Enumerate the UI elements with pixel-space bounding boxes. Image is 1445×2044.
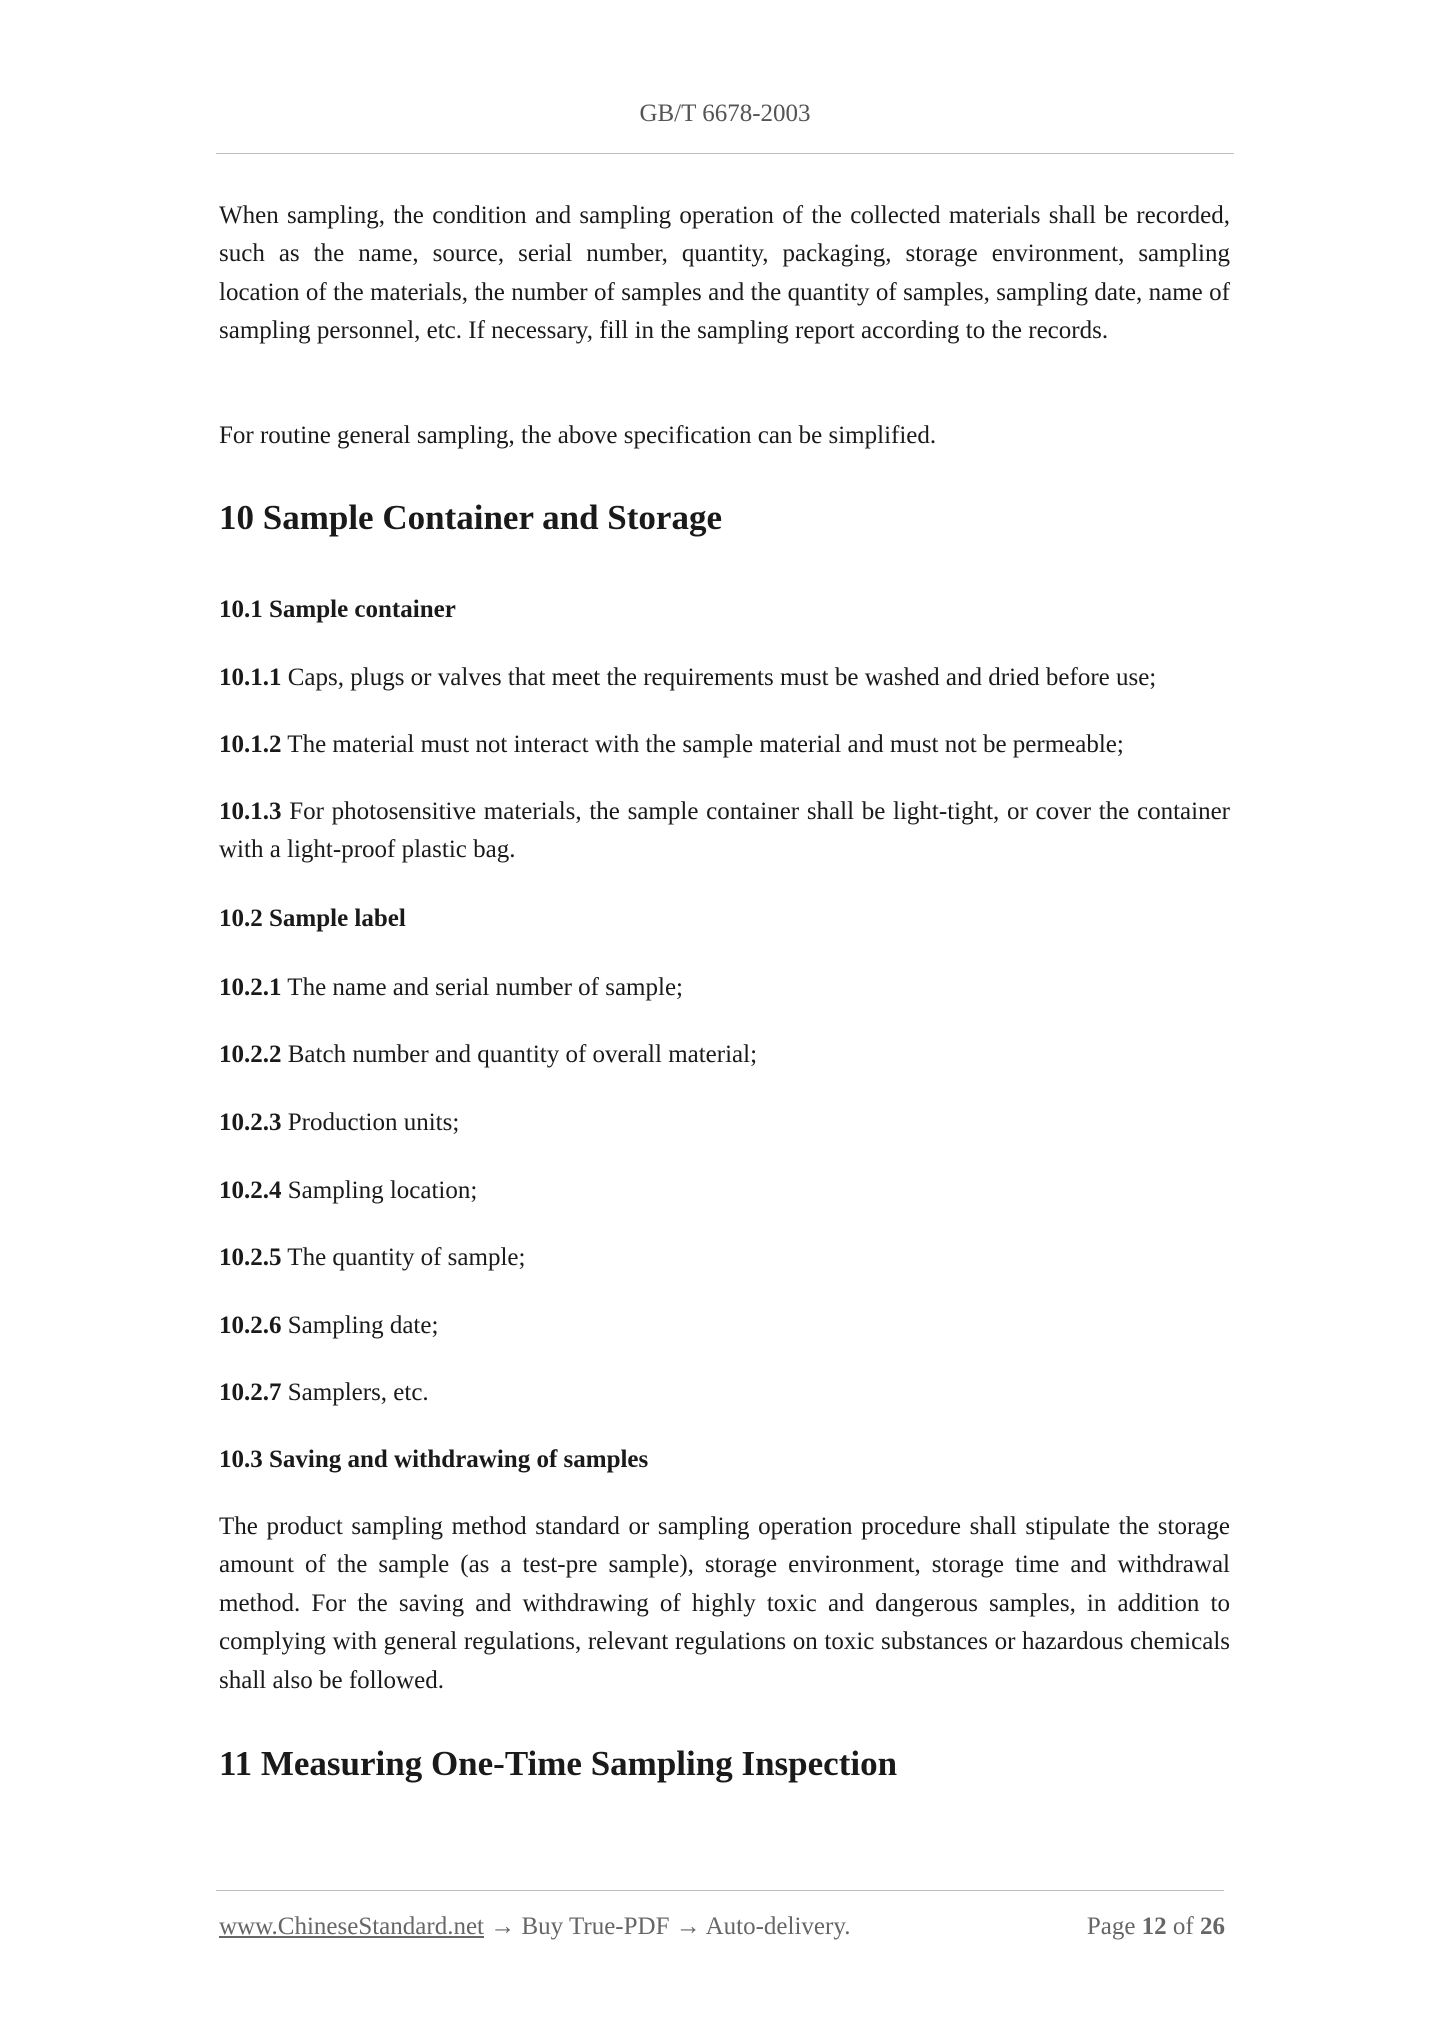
routine-sampling-paragraph: For routine general sampling, the above specification can be simplified. — [219, 422, 937, 449]
page-indicator — [1087, 1913, 1225, 1941]
page-label: Page — [1086, 1913, 1142, 1940]
current-page-number: 12 — [1141, 1913, 1167, 1940]
clause-10-1-1 — [219, 659, 1230, 697]
buy-pdf-text: Buy True-PDF — [521, 1913, 670, 1940]
footer-promo — [219, 1913, 850, 1941]
clause-text: The quantity of sample; — [281, 1244, 526, 1271]
clause-number: 10.2.7 — [219, 1379, 282, 1406]
total-page-count: 26 — [1200, 1913, 1225, 1940]
header-divider — [216, 153, 1234, 154]
clause-10-2-6 — [219, 1307, 1230, 1345]
clause-10-2-3 — [219, 1104, 1230, 1142]
arrow-right-icon: → — [669, 1913, 706, 1940]
clause-text: Samplers, etc. — [281, 1379, 429, 1406]
clause-number: 10.1.3 — [219, 798, 282, 825]
clause-number: 10.2.6 — [219, 1312, 282, 1339]
subsection-10-3-heading: 10.3 Saving and withdrawing of samples — [219, 1446, 649, 1473]
clause-10-2-1 — [219, 969, 1230, 1007]
clause-text: The name and serial number of sample; — [281, 974, 683, 1001]
clause-number: 10.2.3 — [219, 1109, 282, 1136]
clause-text: For photosensitive materials, the sample container shall be light-tight, or cover the container with a light-proof plastic bag. — [219, 798, 1230, 864]
subsection-10-2-heading: 10.2 Sample label — [219, 905, 406, 932]
document-id-header: GB/T 6678-2003 — [639, 100, 811, 127]
clause-10-2-4 — [219, 1172, 1230, 1210]
clause-10-1-2 — [219, 726, 1230, 764]
clause-number: 10.2.5 — [219, 1244, 282, 1271]
clause-text: The material must not interact with the sample material and must not be permeable; — [281, 731, 1124, 758]
subsection-10-1-heading: 10.1 Sample container — [219, 596, 456, 623]
auto-delivery-text: Auto-delivery. — [705, 1913, 851, 1940]
clause-text: Batch number and quantity of overall material; — [281, 1041, 758, 1068]
sampling-record-paragraph: When sampling, the condition and sampling operation of the collected materials shall be recorded, such as the name, source, serial number, quantity, packaging, storage environment, sampling location of the materials, the number of samples and the quantity of samples, sampling date, name of sampling personnel, etc. If necessary, fill in the sampling report according to the records. — [219, 202, 1230, 345]
arrow-right-icon: → — [484, 1913, 522, 1940]
site-link[interactable]: www.ChineseStandard.net — [219, 1913, 484, 1940]
clause-text: Sampling location; — [281, 1177, 478, 1204]
section-11-heading: 11 Measuring One-Time Sampling Inspection — [219, 1744, 898, 1783]
clause-10-2-7 — [219, 1374, 1230, 1412]
saving-withdrawing-paragraph: The product sampling method standard or sampling operation procedure shall stipulate the storage amount of the sample (as a test-pre sample), storage environment, storage time and withdrawal method. For the saving and withdrawing of highly toxic and dangerous samples, in addition to complying with general regulations, relevant regulations on toxic substances or hazardous chemicals shall also be followed. — [219, 1513, 1230, 1694]
clause-number: 10.1.1 — [219, 664, 282, 691]
of-label: of — [1166, 1913, 1200, 1940]
clause-text: Caps, plugs or valves that meet the requirements must be washed and dried before use; — [281, 664, 1157, 691]
section-10-heading: 10 Sample Container and Storage — [219, 498, 722, 537]
clause-number: 10.1.2 — [219, 731, 282, 758]
clause-number: 10.2.4 — [219, 1177, 282, 1204]
clause-10-2-2 — [219, 1036, 1230, 1074]
clause-text: Production units; — [281, 1109, 460, 1136]
clause-10-2-5 — [219, 1239, 1230, 1277]
clause-number: 10.2.2 — [219, 1041, 282, 1068]
footer-divider — [216, 1890, 1224, 1891]
clause-number: 10.2.1 — [219, 974, 282, 1001]
clause-text: Sampling date; — [281, 1312, 439, 1339]
clause-10-1-3 — [219, 793, 1230, 870]
